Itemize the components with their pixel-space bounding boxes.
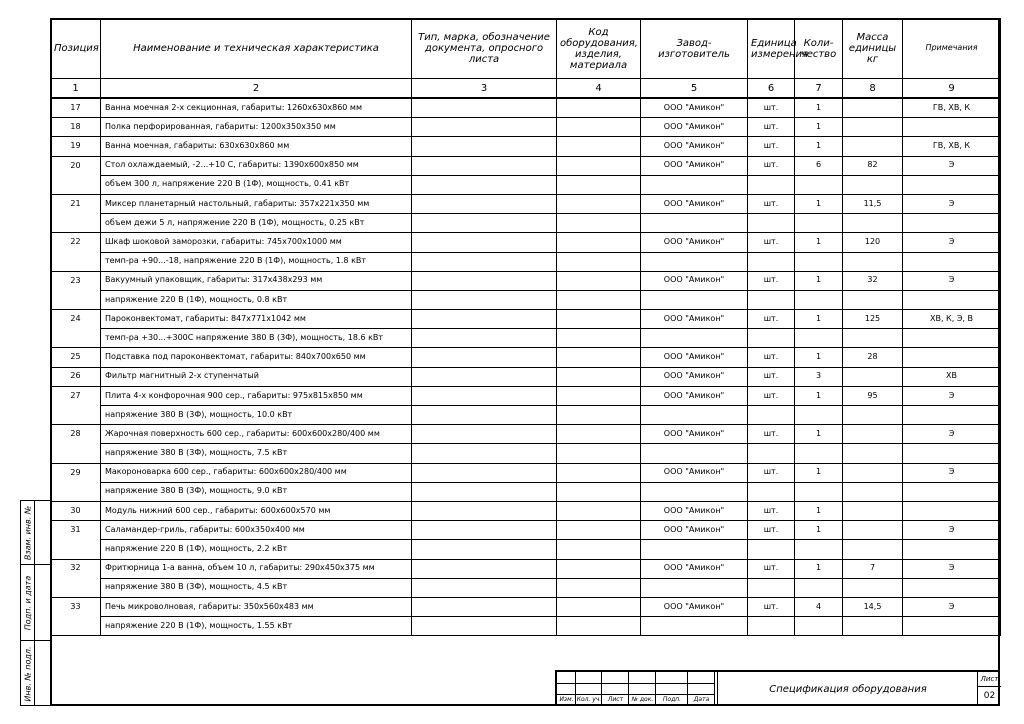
side-cell-inventory: [21, 641, 35, 706]
row-note: ХВ: [903, 367, 1001, 386]
row-name: темп-ра +90...-18, напряжение 220 В (1Ф), мощность, 1.8 кВт: [101, 252, 412, 271]
row-note: ГВ, ХВ, К: [903, 98, 1001, 118]
side-label-signature: Подп. и дата: [23, 575, 32, 630]
row-maker: ООО "Амикон": [641, 463, 748, 482]
row-position: 26: [51, 367, 101, 386]
col-number: 5: [641, 79, 748, 99]
row-name: напряжение 380 В (3Ф), мощность, 4.5 кВт: [101, 578, 412, 597]
row-name: напряжение 220 В (1Ф), мощность, 0.8 кВт: [101, 290, 412, 309]
row-unit: шт.: [748, 386, 795, 405]
side-label-replacement: Взам. инв. №: [23, 505, 32, 560]
header-position: Позиция: [51, 19, 101, 79]
row-mass: 11,5: [843, 194, 903, 213]
row-unit: шт.: [748, 233, 795, 252]
outer-frame: [50, 18, 1000, 706]
row-note: ГВ, ХВ, К: [903, 137, 1001, 156]
row-qty: 1: [795, 118, 843, 137]
row-position: 32: [51, 559, 101, 578]
row-name: Фритюрница 1-а ванна, объем 10 л, габариты: 290х450х375 мм: [101, 559, 412, 578]
row-name: Модуль нижний 600 сер., габариты: 600х600х570 мм: [101, 501, 412, 520]
row-qty: 1: [795, 348, 843, 367]
row-note: Э: [903, 521, 1001, 540]
side-cell-replacement: [21, 501, 35, 565]
row-name: объем 300 л, напряжение 220 В (1Ф), мощность, 0.41 кВт: [101, 175, 412, 194]
row-note: ХВ, К, Э, В: [903, 310, 1001, 329]
row-qty: 1: [795, 386, 843, 405]
row-mass: 28: [843, 348, 903, 367]
row-maker: ООО "Амикон": [641, 98, 748, 118]
row-qty: 1: [795, 233, 843, 252]
sheet-number: 02: [983, 691, 996, 701]
row-mass: 14,5: [843, 597, 903, 616]
side-stamp: [20, 500, 50, 706]
row-qty: 1: [795, 310, 843, 329]
row-name: Жарочная поверхность 600 сер., габариты: 600х600х280/400 мм: [101, 425, 412, 444]
row-name: Фильтр магнитный 2-х ступенчатый: [101, 367, 412, 386]
row-maker: ООО "Амикон": [641, 559, 748, 578]
side-blank-cell: [35, 565, 51, 641]
row-note: Э: [903, 463, 1001, 482]
side-label-inventory: Инв. № подл.: [23, 645, 32, 702]
sheet-label: Лист: [978, 672, 1001, 687]
row-maker: ООО "Амикон": [641, 521, 748, 540]
row-qty: 1: [795, 559, 843, 578]
row-position: 18: [51, 118, 101, 137]
col-number: 7: [795, 79, 843, 99]
row-maker: ООО "Амикон": [641, 156, 748, 175]
row-qty: 1: [795, 501, 843, 520]
row-qty: 1: [795, 463, 843, 482]
side-cell-signature: [21, 565, 35, 641]
row-unit: шт.: [748, 118, 795, 137]
row-name: Стол охлаждаемый, -2...+10 С, габариты: 1390х600х850 мм: [101, 156, 412, 175]
row-unit: шт.: [748, 98, 795, 118]
row-maker: ООО "Амикон": [641, 118, 748, 137]
header-note: Примечания: [903, 19, 1001, 79]
row-mass: 95: [843, 386, 903, 405]
row-qty: 1: [795, 521, 843, 540]
row-mass: 125: [843, 310, 903, 329]
stamp-label: Подп.: [662, 696, 682, 703]
row-note: Э: [903, 271, 1001, 290]
row-position: 29: [51, 463, 101, 482]
row-maker: ООО "Амикон": [641, 271, 748, 290]
row-mass: 32: [843, 271, 903, 290]
row-note: Э: [903, 425, 1001, 444]
row-name: Печь микроволновая, габариты: 350х560х483 мм: [101, 597, 412, 616]
row-maker: ООО "Амикон": [641, 310, 748, 329]
row-unit: шт.: [748, 521, 795, 540]
row-unit: шт.: [748, 348, 795, 367]
row-name: Вакуумный упаковщик, габариты: 317х438х293 мм: [101, 271, 412, 290]
row-position: 27: [51, 386, 101, 405]
document-title: Спецификация оборудования: [717, 672, 978, 706]
header-qty: Коли-чество: [795, 19, 843, 79]
row-unit: шт.: [748, 156, 795, 175]
row-note: Э: [903, 233, 1001, 252]
header-code: Код оборудования, изделия, материала: [557, 19, 641, 79]
stamp-label: № док.: [631, 696, 654, 703]
row-unit: шт.: [748, 463, 795, 482]
row-name: Саламандер-гриль, габариты: 600х350х400 мм: [101, 521, 412, 540]
row-name: напряжение 380 В (3Ф), мощность, 7.5 кВт: [101, 444, 412, 463]
row-name: Ванна моечная 2-х секционная, габариты: 1260х630х860 мм: [101, 98, 412, 118]
row-position: 33: [51, 597, 101, 616]
row-maker: ООО "Амикон": [641, 386, 748, 405]
row-name: напряжение 380 В (3Ф), мощность, 9.0 кВт: [101, 482, 412, 501]
row-note: Э: [903, 386, 1001, 405]
row-qty: 1: [795, 194, 843, 213]
row-mass: 7: [843, 559, 903, 578]
row-unit: шт.: [748, 137, 795, 156]
row-name: Подставка под пароконвектомат, габариты: 840х700х650 мм: [101, 348, 412, 367]
row-name: напряжение 220 В (1Ф), мощность, 1.55 кВт: [101, 617, 412, 636]
header-maker: Завод-изготовитель: [641, 19, 748, 79]
header-mass: Масса единицы кг: [843, 19, 903, 79]
row-note: Э: [903, 559, 1001, 578]
row-position: 28: [51, 425, 101, 444]
row-unit: шт.: [748, 425, 795, 444]
row-position: 31: [51, 521, 101, 540]
row-unit: шт.: [748, 194, 795, 213]
row-name: Ванна моечная, габариты: 630х630х860 мм: [101, 137, 412, 156]
row-position: 23: [51, 271, 101, 290]
row-unit: шт.: [748, 367, 795, 386]
row-maker: ООО "Амикон": [641, 233, 748, 252]
row-qty: 1: [795, 137, 843, 156]
row-name: Шкаф шоковой заморозки, габариты: 745х700х1000 мм: [101, 233, 412, 252]
row-maker: ООО "Амикон": [641, 137, 748, 156]
row-qty: 1: [795, 271, 843, 290]
row-position: 30: [51, 501, 101, 520]
col-number: 2: [101, 79, 412, 99]
stamp-label: Кол. уч.: [576, 696, 602, 703]
row-position: 20: [51, 156, 101, 175]
row-qty: 4: [795, 597, 843, 616]
row-note: Э: [903, 156, 1001, 175]
row-qty: 1: [795, 425, 843, 444]
row-name: Макороноварка 600 сер., габариты: 600х600х280/400 мм: [101, 463, 412, 482]
row-position: 21: [51, 194, 101, 213]
row-unit: шт.: [748, 310, 795, 329]
row-maker: ООО "Амикон": [641, 194, 748, 213]
row-mass: 82: [843, 156, 903, 175]
row-note: Э: [903, 194, 1001, 213]
row-unit: шт.: [748, 501, 795, 520]
stamp-label: Лист: [607, 696, 624, 703]
header-name: Наименование и техническая характеристика: [101, 19, 412, 79]
row-qty: 6: [795, 156, 843, 175]
row-name: напряжение 220 В (1Ф), мощность, 2.2 кВт: [101, 540, 412, 559]
row-name: Миксер планетарный настольный, габариты: 357х221х350 мм: [101, 194, 412, 213]
col-number: 3: [412, 79, 557, 99]
row-position: 24: [51, 310, 101, 329]
row-qty: 1: [795, 98, 843, 118]
row-maker: ООО "Амикон": [641, 597, 748, 616]
stamp-label: Изм.: [559, 696, 574, 703]
side-blank-cell: [35, 641, 51, 706]
row-position: 22: [51, 233, 101, 252]
col-number: 6: [748, 79, 795, 99]
col-number: 4: [557, 79, 641, 99]
col-number: 8: [843, 79, 903, 99]
row-unit: шт.: [748, 559, 795, 578]
row-position: 17: [51, 98, 101, 118]
row-position: 19: [51, 137, 101, 156]
row-maker: ООО "Амикон": [641, 501, 748, 520]
row-position: 25: [51, 348, 101, 367]
row-name: напряжение 380 В (3Ф), мощность, 10.0 кВт: [101, 406, 412, 425]
row-maker: ООО "Амикон": [641, 348, 748, 367]
col-number: 1: [51, 79, 101, 99]
stamp-label: Дата: [693, 696, 710, 703]
row-mass: 120: [843, 233, 903, 252]
row-unit: шт.: [748, 597, 795, 616]
row-maker: ООО "Амикон": [641, 425, 748, 444]
row-maker: ООО "Амикон": [641, 367, 748, 386]
row-name: Пароконвектомат, габариты: 847х771х1042 мм: [101, 310, 412, 329]
row-name: Полка перфорированная, габариты: 1200х350х350 мм: [101, 118, 412, 137]
header-unit: Единица измерения: [748, 19, 795, 79]
row-name: темп-ра +30...+300С напряжение 380 В (3Ф), мощность, 18.6 кВт: [101, 329, 412, 348]
header-type: Тип, марка, обозначение документа, опросного листа: [412, 19, 557, 79]
row-qty: 3: [795, 367, 843, 386]
row-note: Э: [903, 597, 1001, 616]
row-unit: шт.: [748, 271, 795, 290]
side-blank-cell: [35, 501, 51, 565]
col-number: 9: [903, 79, 1001, 99]
row-name: Плита 4-х конфорочная 900 сер., габариты: 975х815х850 мм: [101, 386, 412, 405]
row-name: объем дежи 5 л, напряжение 220 В (1Ф), мощность, 0.25 кВт: [101, 214, 412, 233]
